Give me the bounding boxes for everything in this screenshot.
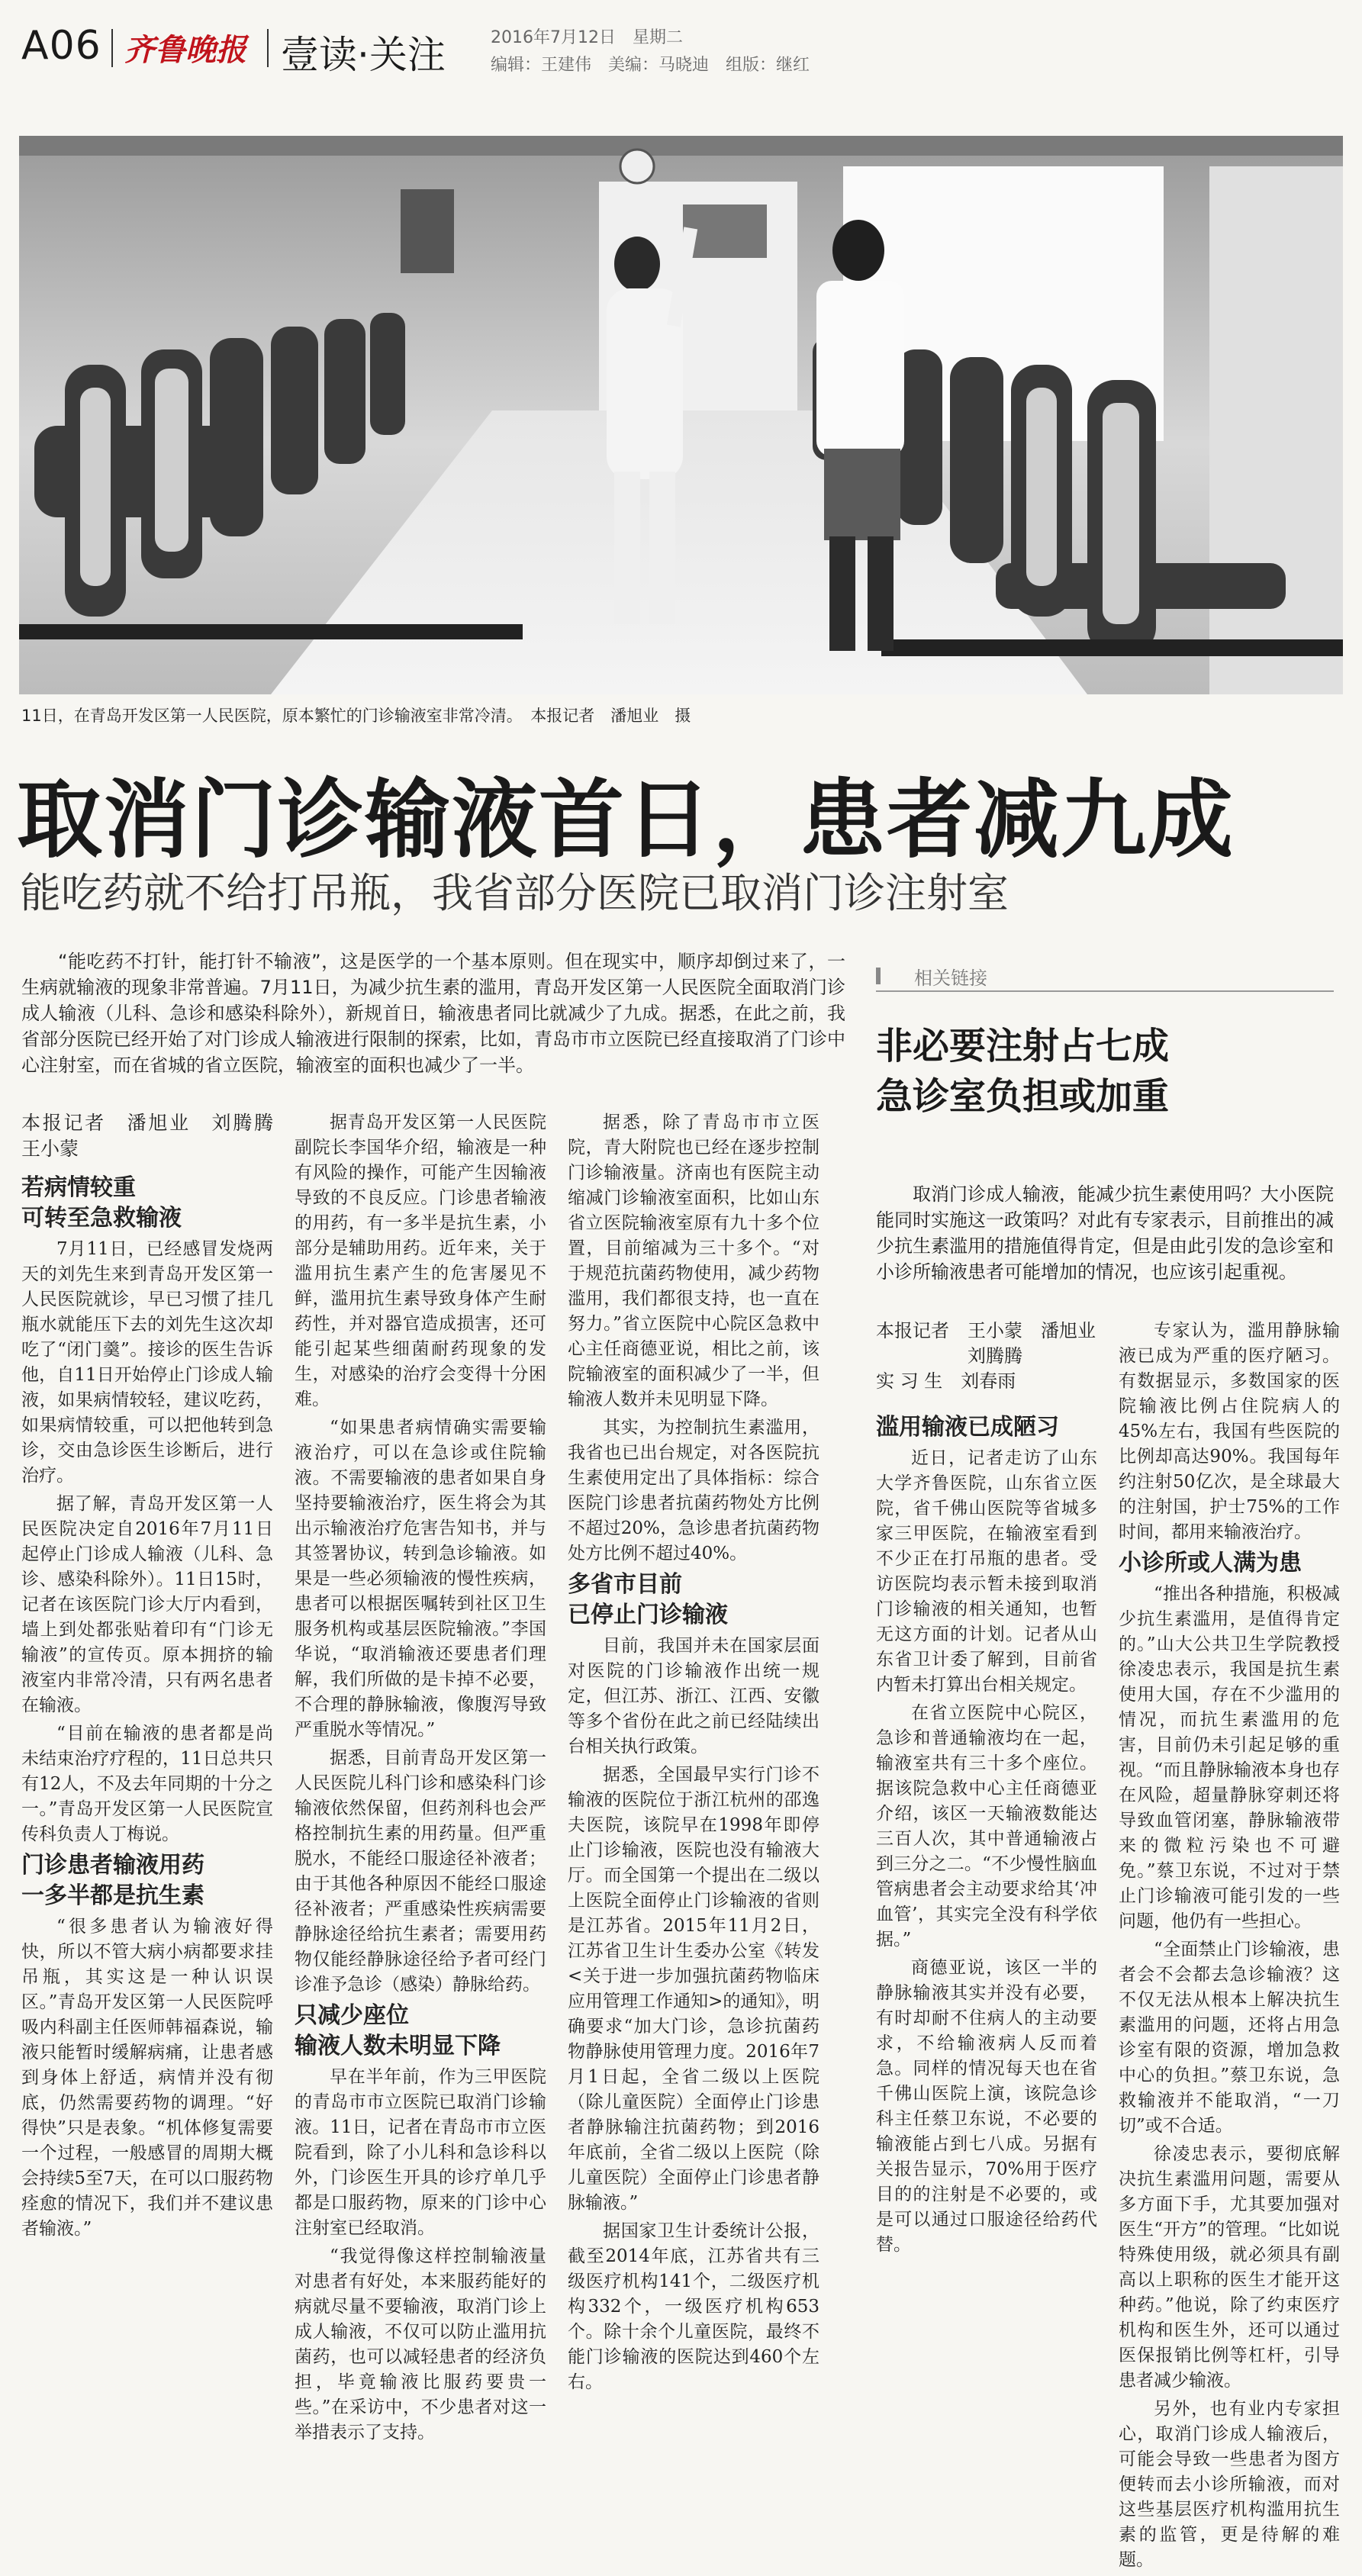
paragraph: “推出各种措施，积极减少抗生素滥用，是值得肯定的。”山大公共卫生学院教授徐凌忠表示，我国是抗生素使用大国，存在不少滥用的情况，而抗生素滥用的危害，目前仍未引起足够的重视。“而且静脉输液本身也存在风险，超量静脉穿刺还将导致血管闭塞，静脉输液带来的微粒污染也不可避免。”蔡卫东说，不过对于禁止门诊输液可能引发的一些问题，他仍有一些担心。	[1119, 1584, 1340, 1931]
paragraph: 近日，记者走访了山东大学齐鲁医院，山东省立医院，省千佛山医院等省城多家三甲医院，在输液室看到不少正在打吊瓶的患者。受访医院均表示暂未接到取消门诊输液的相关通知，也暂无这方面的计划。记者从山东省卫计委了解到，目前省内暂未打算出台相关规定。	[876, 1448, 1097, 1695]
article-lead: “能吃药不打针，能打针不输液”，这是医学的一个基本原则。但在现实中，顺序却倒过来了，一生病就输液的现象非常普遍。7月11日，为减少抗生素的滥用，青岛开发区第一人民医院全面取消门诊成人输液（儿科、急诊和感染科除外），新规首日，输液患者同比就减少了九成。据悉，在此之前，我省部分医院已经开始了对门诊成人输液进行限制的探索，比如，青岛市市立医院已经直接取消了门诊中心注射室，而在省城的省立医院，输液室的面积也减少了一半。	[21, 951, 845, 1076]
section-name: 壹读·关注	[281, 33, 446, 77]
paragraph: 据悉，全国最早实行门诊不输液的医院位于浙江杭州的邵逸夫医院，该院早在1998年即停止门诊输液，医院也没有输液大厅。而全国第一个提出在二级以上医院全面停止门诊输液的省则是江苏省。2015年11月2日，江苏省卫生计生委办公室《转发<关于进一步加强抗菌药物临床应用管理工作通知>的通知》，明确要求“加大门诊，急诊抗菌药物静脉使用管理力度。2016年7月1日起，全省二级以上医院（除儿童医院）全面停止门诊患者静脉输注抗菌药物；到2016年底前，全省二级以上医院（除儿童医院）全面停止门诊患者静脉输液。”	[568, 1765, 819, 2213]
related-tab	[876, 960, 1334, 992]
paragraph: 据了解，青岛开发区第一人民医院决定自2016年7月11日起停止门诊成人输液（儿科、急诊、感染科除外）。11日15时，记者在该医院门诊大厅内看到，墙上到处都张贴着印有“门诊无输液”的宣传页。原本拥挤的输液室内非常冷清，只有两名患者在输液。	[21, 1494, 273, 1715]
newspaper-name: 齐鲁晚报	[124, 32, 246, 68]
paragraph: “我觉得像这样控制输液量对患者有好处，本来服药能好的病就尽量不要输液，取消门诊上成人输液，不仅可以防止滥用抗菌药，也可以减轻患者的经济负担，毕竟输液比服药要贵一些。”在采访中，不少患者对这一举措表示了支持。	[295, 2246, 546, 2442]
related-intro: 取消门诊成人输液，能减少抗生素使用吗？大小医院能同时实施这一政策吗？对此有专家表示，目前推出的减少抗生素滥用的措施值得肯定，但是由此引发的急诊室和小诊所输液患者可能增加的情况，也应该引起重视。	[876, 1183, 1334, 1283]
section-heading: 小诊所或人满为患	[1119, 1550, 1302, 1576]
page-number: A06	[21, 23, 101, 69]
paragraph: 目前，我国并未在国家层面对医院的门诊输液作出统一规定，但江苏、浙江、江西、安徽等多个省份在此之前已经陆续出台相关执行政策。	[568, 1636, 819, 1757]
related-column-1	[876, 1319, 1097, 2261]
paragraph: 专家认为，滥用静脉输液已成为严重的医疗陋习。有数据显示，多数国家的医院输液比例占住院病人的45%左右，我国有些医院的比例却高达90%。我国每年约注射50亿次，是全球最大的注射国，护士75%的工作时间，都用来输液治疗。	[1119, 1321, 1340, 1542]
paragraph: 徐凌忠表示，要彻底解决抗生素滥用问题，需要从多方面下手，尤其要加强对医生“开方”的管理。“比如说特殊使用级，就必须具有副高以上职称的医生才能开这种药。”他说，除了约束医疗机构和医生外，还可以通过医保报销比例等杠杆，引导患者减少输液。	[1119, 2144, 1340, 2391]
paragraph: 在省立医院中心院区，急诊和普通输液均在一起，输液室共有三十多个座位。据该院急救中心主任商德亚介绍，该区一天输液数能达三百人次，其中普通输液占到三分之二。“不少慢性脑血管病患者会主动要求给其‘冲血管’，其实完全没有科学依据。”	[876, 1703, 1097, 1950]
section-heading: 多省市目前 已停止门诊输液	[568, 1571, 728, 1628]
article-byline: 本报记者 潘旭业 刘腾腾 王小蒙	[21, 1112, 293, 1160]
paragraph: “很多患者认为输液好得快，所以不管大病小病都要求挂吊瓶，其实这是一种认识误区。”青岛开发区第一人民医院呼吸内科副主任医师韩福森说，输液只能暂时缓解病痛，让患者感到身体上舒适，病情并没有彻底，仍然需要药物的调理。“好得快”只是表象。“机体修复需要一个过程，一般感冒的周期大概会持续5至7天，在可以口服药物痊愈的情况下，我们并不建议患者输液。”	[21, 1917, 273, 2239]
article-column-3	[568, 1110, 819, 2398]
section-heading: 只减少座位 输液人数未明显下降	[295, 2002, 501, 2059]
related-headline: 非必要注射占七成 急诊室负担或加重	[876, 1025, 1170, 1118]
related-column-2	[1119, 1319, 1340, 2576]
news-photo	[19, 136, 1343, 694]
issue-date: 2016年7月12日 星期二	[491, 28, 683, 47]
section-heading: 门诊患者输液用药 一多半都是抗生素	[21, 1852, 204, 1909]
section-heading: 滥用输液已成陋习	[876, 1414, 1059, 1441]
paragraph: “全面禁止门诊输液，患者会不会都去急诊输液？这不仅无法从根本上解决抗生素滥用的问题，还将占用急诊室有限的资源，增加急救中心的负担。”蔡卫东说，急救输液并不能取消，“一刀切”或不合适。	[1119, 1940, 1340, 2136]
paragraph: 据青岛开发区第一人民医院副院长李国华介绍，输液是一种有风险的操作，可能产生因输液导致的不良反应。门诊患者输液的用药，有一多半是抗生素，小部分是辅助用药。近年来，关于滥用抗生素产生的危害屡见不鲜，滥用抗生素导致身体产生耐药性，并对器官造成损害，还可能引起某些细菌耐药现象的发生，对感染的治疗会变得十分困难。	[295, 1113, 546, 1409]
paragraph: 商德亚说，该区一半的静脉输液其实并没有必要，有时却耐不住病人的主动要求，不给输液病人反而着急。同样的情况每天也在省千佛山医院上演，该院急诊科主任蔡卫东说，不必要的输液能占到七八成。另据有关报告显示，70%用于医疗目的的注射是不必要的，或是可以通过口服途径给药代替。	[876, 1958, 1097, 2255]
paragraph: 其实，为控制抗生素滥用，我省也已出台规定，对各医院抗生素使用定出了具体指标：综合医院门诊患者抗菌药物处方比例不超过20%，急诊患者抗菌药物处方比例不超过40%。	[568, 1418, 819, 1563]
paragraph: “如果患者病情确实需要输液治疗，可以在急诊或住院输液。不需要输液的患者如果自身坚持要输液治疗，医生将会为其出示输液治疗危害告知书，并与其签署协议，转到急诊输液。如果是一些必须输液的慢性疾病，患者可以根据医嘱转到社区卫生服务机构或基层医院输液。”李国华说，“取消输液还要患者们理解，我们所做的是卡掉不必要，不合理的静脉输液，像腹泻导致严重脱水等情况。”	[295, 1418, 546, 1740]
photo-caption: 11日，在青岛开发区第一人民医院，原本繁忙的门诊输液室非常冷清。 本报记者 潘旭业 摄	[21, 707, 691, 725]
infusion-room-photo	[19, 136, 1343, 694]
paragraph: 据悉，目前青岛开发区第一人民医院儿科门诊和感染科门诊输液依然保留，但药剂科也会严格控制抗生素的用药量。但严重脱水，不能经口服途径补液者；由于其他各种原因不能经口服途径补液者；严重感染性疾病需要静脉途径给抗生素者；需要用药物仅能经静脉途径给予者可经门诊准予急诊（感染）静脉给药。	[295, 1748, 546, 1995]
article-column-2	[295, 1110, 546, 2449]
paragraph: “目前在输液的患者都是尚未结束治疗疗程的，11日总共只有12人，不及去年同期的十分之一。”青岛开发区第一人民医院宣传科负责人丁梅说。	[21, 1724, 273, 1844]
section-heading: 若病情较重 可转至急救输液	[21, 1174, 182, 1232]
related-tab-label: 相关链接	[914, 968, 987, 989]
related-link-box	[876, 960, 1343, 2570]
related-byline: 本报记者 王小蒙 潘旭业 刘腾腾 实 习 生 刘春雨	[876, 1320, 1096, 1392]
divider	[267, 29, 269, 67]
tab-marker	[876, 968, 881, 984]
editor-credits: 编辑：王建伟 美编：马晓迪 组版：继红	[491, 56, 810, 75]
paragraph: 另外，也有业内专家担心，取消门诊成人输液后，可能会导致一些患者为图方便转而去小诊所输液，而对这些基层医疗机构滥用抗生素的监管，更是待解的难题。	[1119, 2399, 1340, 2570]
paragraph: 据国家卫生计委统计公报，截至2014年底，江苏省共有三级医疗机构141个，二级医疗机构332个，一级医疗机构653个。除十余个儿童医院，最终不能门诊输液的医院达到460个左右。	[568, 2221, 819, 2392]
main-headline: 取消门诊输液首日，患者减九成	[17, 771, 1235, 870]
paragraph: 早在半年前，作为三甲医院的青岛市市立医院已取消门诊输液。11日，记者在青岛市市立医院看到，除了小儿科和急诊科以外，门诊医生开具的诊疗单几乎都是口服药物，原来的门诊中心注射室已经取消。	[295, 2067, 546, 2238]
sub-headline: 能吃药就不给打吊瓶，我省部分医院已取消门诊注射室	[20, 869, 1009, 917]
paragraph: 据悉，除了青岛市市立医院，青大附院也已经在逐步控制门诊输液量。济南也有医院主动缩减门诊输液室面积，比如山东省立医院输液室原有九十多个位置，目前缩减为三十多个。“对于规范抗菌药物使用，减少药物滥用，我们都很支持，也一直在努力。”省立医院中心院区急救中心主任商德亚说，相比之前，该院输液室的面积减少了一半，但输液人数并未见明显下降。	[568, 1113, 819, 1409]
paragraph: 7月11日，已经感冒发烧两天的刘先生来到青岛开发区第一人民医院就诊，早已习惯了挂几瓶水就能压下去的刘先生这次却吃了“闭门羹”。接诊的医生告诉他，自11日开始停止门诊成人输液，如果病情较轻，建议吃药，如果病情较重，可以把他转到急诊，交由急诊医生诊断后，进行治疗。	[21, 1239, 273, 1486]
masthead	[21, 18, 1341, 79]
divider	[111, 29, 113, 67]
article-column-1	[21, 1110, 293, 2245]
